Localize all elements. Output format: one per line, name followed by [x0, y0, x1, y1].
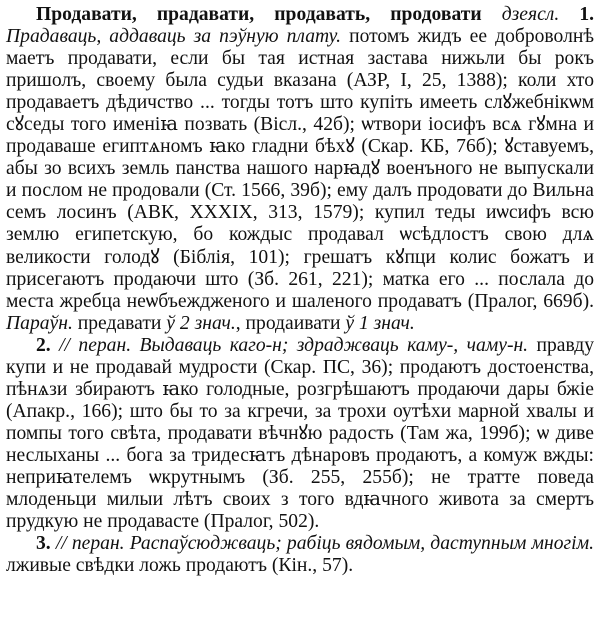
entry-sense-2 [6, 335, 594, 533]
sense-3-gloss: // перан. Распаўсюджваць; рабіць вядомым, даступным многім. [55, 533, 594, 555]
sense-3-number: 3. [36, 533, 51, 555]
sense-2-citations: правду купи и не продавай мудрости (Скар. ПС, 36); продаютъ достоенства, пѣнѧзи збираютъ ꙗко голодные, розгрѣшаютъ продаючи дары бжіе (Апакр., 166); што бы то за кгречи, за трохи оутѣхи марной хвалы и помпы того свѣта, продавати вѣчнꙋю радость (Там жа, 199б); ѡ диве неслыханы ... бога за тридесꙗтъ дѣнаровъ продаютъ, а комуж вжды: неприꙗтелемъ ѡкрутнымъ (Зб. 255, 255б); не тратте поведа млоденьци милыи лѣтъ своих з того вдꙗчного живота за смертъ прудкую не продавасте (Пралог, 502). [6, 334, 595, 533]
entry-sense-3 [6, 533, 594, 577]
paron-word-1: предавати [77, 312, 162, 334]
sense-1-gloss: Прадаваць, аддаваць за пэўную плату. [6, 26, 342, 48]
grammar-label: дзеясл. [501, 4, 560, 25]
sense-2-number: 2. [36, 334, 51, 356]
headword: Продавати, прадавати, продавать, продовати [36, 4, 482, 25]
sense-3-citations: лживые свѣдки ложь продаютъ (Кін., 57). [6, 555, 354, 577]
paron-label: Параўн. [6, 312, 73, 334]
sense-1-citations: потомъ жидъ ее доброволнѣ маетъ продавати, если бы тая истная застава нижьли бы рокъ пришолъ, своему была судьи вказана (АЗР, І, 25, 1388); коли хто продаваетъ дѣдичство ... тогды тотъ што купіть имееть слꙋжебнікѡм сꙋседы того именіꙗ позвать (Вісл., 42б); ѡтвори іосифъ всѧ гꙋмна и продаваше египтѧномъ ꙗко гладни бѣхꙋ (Скар. КБ, 76б); ꙋставуемъ, абы зо всихъ земль панства нашого нарꙗдꙋ военъного не выпускали и послом не продовали (Ст. 1566, 39б); ему далъ продовати до Вильна семъ лосинъ (АВК, XXXIX, 313, 1579); купил теды иѡсифъ всю землю египетскую, бо кождыс продавал ѡсѣдлостъ свою длѧ великости голодꙋ (Біблія, 101); грешатъ кꙋпци колис божатъ и присегаютъ продаючи што (Зб. 261, 221); матка его ... послала до места жребца неѡбъеждженого и шаленого продаватъ (Пралог, 669б). [6, 26, 594, 312]
paron-ref-1: ў 2 знач. [166, 312, 236, 334]
sense-2-gloss: // перан. Выдаваць каго-н; здраджваць каму-, чаму-н. [59, 334, 529, 356]
paron-word-2: , продаивати [235, 312, 341, 334]
entry-sense-1 [6, 4, 594, 335]
sense-1-number: 1. [579, 4, 595, 25]
paron-ref-2: ў 1 знач. [345, 312, 415, 334]
